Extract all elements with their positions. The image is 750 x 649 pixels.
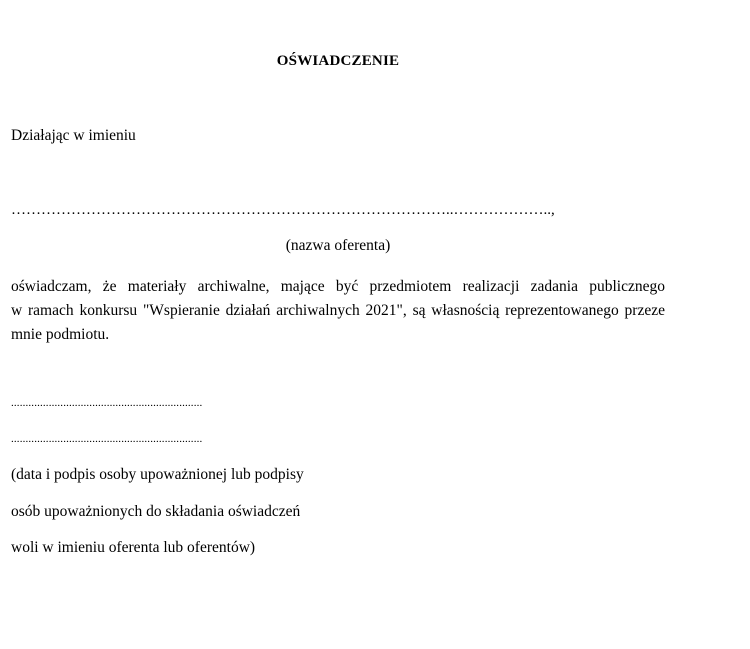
statement-line: w ramach konkursu "Wspieranie działań archiwalnych 2021", są własnością reprezentowanego przeze (11, 302, 665, 319)
acting-on-behalf-text: Działając w imieniu (11, 127, 136, 144)
signature-dotted-line-1: .................................................................. (11, 397, 203, 409)
statement-line: oświadczam, że materiały archiwalne, mające być przedmiotem realizacji zadania publicznego (11, 278, 665, 295)
signature-caption-line: woli w imieniu oferenta lub oferentów) (11, 539, 256, 556)
signature-caption-line: (data i podpis osoby upoważnionej lub podpisy (11, 466, 304, 483)
document-title: OŚWIADCZENIE (276, 53, 400, 69)
statement-paragraph (11, 275, 665, 347)
signature-dotted-line-2: .................................................................. (11, 433, 203, 445)
statement-line: mnie podmiotu. (11, 326, 110, 343)
oferent-name-label: (nazwa oferenta) (285, 237, 391, 254)
oferent-dotted-line: ……………………………………………………………………………..……………….., (11, 202, 555, 218)
signature-caption-line: osób upoważnionych do składania oświadczeń (11, 503, 301, 520)
